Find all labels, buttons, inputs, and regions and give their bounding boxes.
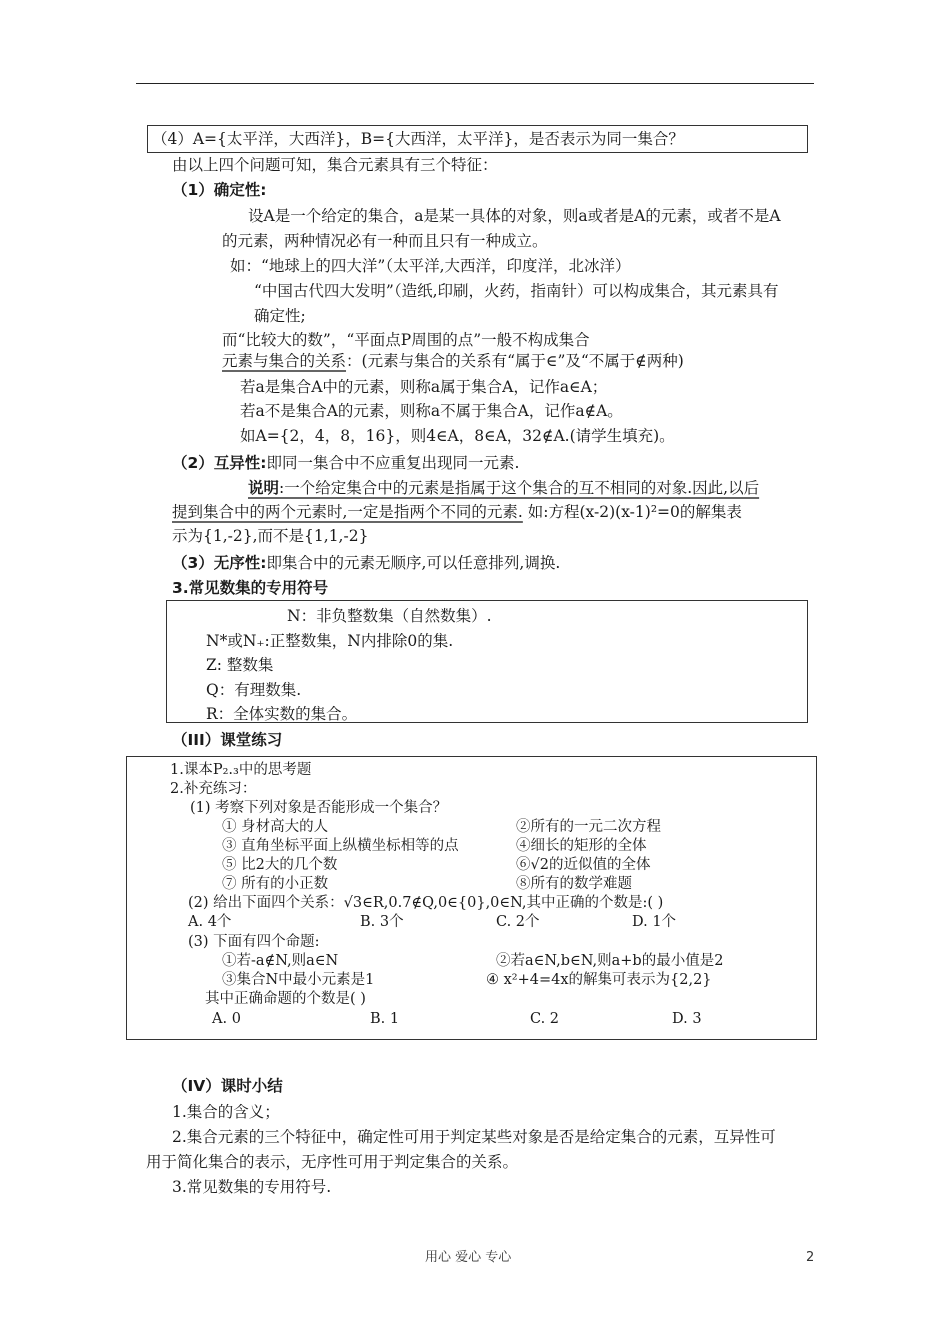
distinct-line <box>172 453 519 473</box>
note-text-b: 提到集合中的两个元素时,一定是指两个不同的元素. <box>172 503 523 521</box>
option-4: ④细长的矩形的全体 <box>516 838 647 854</box>
unordered-line <box>172 553 560 573</box>
statement-3: ③集合N中最小元素是1 <box>222 972 375 988</box>
option-3: ③ 直角坐标平面上纵横坐标相等的点 <box>222 838 459 854</box>
note-label: 说明 <box>248 479 280 497</box>
practice-l1: 1.课本P₂.₃中的思考题 <box>170 762 312 778</box>
definite-title: （1）确定性: <box>172 181 267 199</box>
statement-2: ②若a∈N,b∈N,则a+b的最小值是2 <box>496 953 724 969</box>
option-2: ②所有的一元二次方程 <box>516 819 661 835</box>
definite-ex2: “中国古代四大发明”（造纸,印刷，火药，指南针）可以构成集合，其元素具有 <box>254 282 779 300</box>
distinct-note-2 <box>172 502 742 522</box>
note-text-a: :一个给定集合中的元素是指属于这个集合的互不相同的对象.因此,以后 <box>279 479 760 497</box>
definite-p2: 的元素，两种情况必有一种而且只有一种成立。 <box>222 232 548 250</box>
symbol-n: N：非负整数集（自然数集）. <box>287 607 492 625</box>
option-8: ⑧所有的数学难题 <box>516 876 632 892</box>
unordered-text: 即集合中的元素无顺序,可以任意排列,调换. <box>266 554 561 572</box>
q3-choice-d: D. 3 <box>672 1011 702 1027</box>
practice-q1: (1) 考察下列对象是否能形成一个集合？ <box>190 800 448 816</box>
q3-choice-c: C. 2 <box>530 1011 560 1027</box>
header-rule <box>136 83 814 84</box>
q3-choice-b: B. 1 <box>370 1011 400 1027</box>
relation-2: 若a不是集合A的元素，则称a不属于集合A，记作a∉A。 <box>240 402 623 420</box>
summary-title: （IV）课时小结 <box>172 1077 283 1095</box>
option-5: ⑤ 比2大的几个数 <box>222 857 338 873</box>
definite-ex1: 如：“地球上的四大洋”（太平洋,大西洋，印度洋，北冰洋） <box>230 257 631 275</box>
distinct-note-1 <box>248 478 759 498</box>
intro-text: 由以上四个问题可知，集合元素具有三个特征： <box>172 156 498 174</box>
summary-2a: 2.集合元素的三个特征中，确定性可用于判定某些对象是否是给定集合的元素，互异性可 <box>172 1128 776 1146</box>
footer-motto: 用心 爱心 专心 <box>425 1250 512 1265</box>
summary-2b: 用于简化集合的表示，无序性可用于判定集合的关系。 <box>146 1153 519 1171</box>
distinct-note-3: 示为{1,-2},而不是{1,1,-2} <box>172 527 369 545</box>
relation-1: 若a是集合A中的元素，则称a属于集合A，记作a∈A； <box>240 378 608 396</box>
unordered-title: （3）无序性: <box>172 554 267 572</box>
q2-choice-c: C. 2个 <box>496 914 540 930</box>
practice-q3-question: 其中正确命题的个数是( ) <box>205 991 366 1007</box>
symbol-q: Q：有理数集. <box>206 681 302 699</box>
summary-3: 3.常见数集的专用符号. <box>172 1178 332 1196</box>
definite-ex4: 而“比较大的数”，“平面点P周围的点”一般不构成集合 <box>222 331 590 349</box>
q2-choice-a: A. 4个 <box>188 914 232 930</box>
option-6: ⑥√2的近似值的全体 <box>516 857 651 873</box>
q2-choice-b: B. 3个 <box>360 914 404 930</box>
symbol-nstar: N*或N₊:正整数集，N内排除0的集. <box>206 632 454 650</box>
statement-1: ①若-a∉N,则a∈N <box>222 953 339 969</box>
practice-q3: (3) 下面有四个命题: <box>188 934 320 950</box>
summary-1: 1.集合的含义； <box>172 1103 280 1121</box>
practice-l2: 2.补充练习： <box>170 781 257 797</box>
q4-text: （4）A={太平洋，大西洋}，B={大西洋，太平洋}，是否表示为同一集合？ <box>152 130 684 148</box>
definite-ex3: 确定性; <box>254 307 306 325</box>
q2-choice-d: D. 1个 <box>632 914 677 930</box>
practice-q2: (2) 给出下面四个关系：√3∈R,0.7∉Q,0∈{0},0∈N,其中正确的个数是:( ) <box>188 895 664 911</box>
option-1: ① 身材高大的人 <box>222 819 329 835</box>
relation-label: 元素与集合的关系 <box>222 352 347 370</box>
practice-title: （III）课堂练习 <box>172 731 283 749</box>
relation-3: 如A={2，4，8，16}，则4∈A，8∈A，32∉A.(请学生填充)。 <box>240 427 675 445</box>
page-number: 2 <box>806 1250 815 1265</box>
option-7: ⑦ 所有的小正数 <box>222 876 329 892</box>
definite-p1: 设A是一个给定的集合，a是某一具体的对象，则a或者是A的元素，或者不是A <box>248 207 781 225</box>
symbol-z: Z: 整数集 <box>206 656 274 674</box>
distinct-text: 即同一集合中不应重复出现同一元素. <box>266 454 520 472</box>
relation-line <box>222 351 684 371</box>
statement-4: ④ x²+4=4x的解集可表示为{2,2} <box>486 972 712 988</box>
note-text-c: 如:方程(x-2)(x-1)²=0的解集表 <box>522 503 742 521</box>
relation-rest: ：(元素与集合的关系有“属于∈”及“不属于∉两种) <box>346 352 684 370</box>
symbol-r: R：全体实数的集合。 <box>206 705 358 723</box>
q3-choice-a: A. 0 <box>212 1011 241 1027</box>
symbols-title: 3.常见数集的专用符号 <box>172 579 329 597</box>
distinct-title: （2）互异性: <box>172 454 267 472</box>
